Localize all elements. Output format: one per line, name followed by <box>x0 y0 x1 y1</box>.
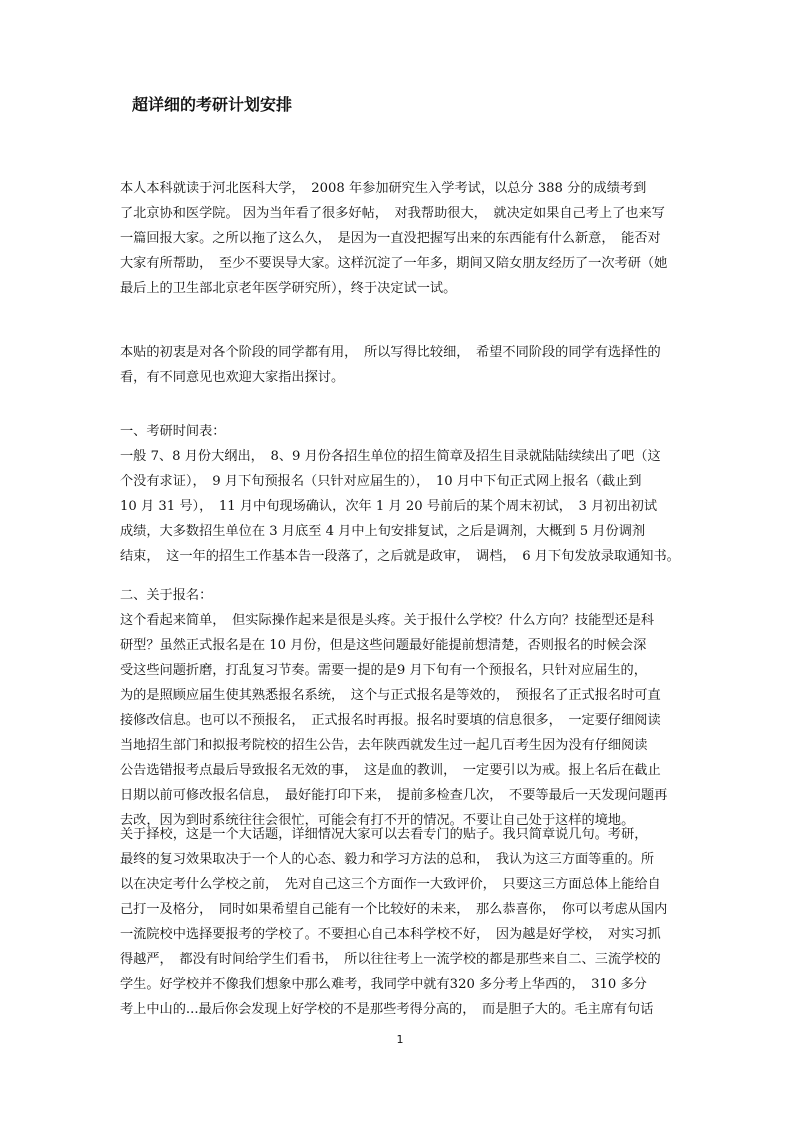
paragraph-purpose <box>120 340 690 390</box>
paragraph-line: 接修改信息。也可以不预报名， 正式报名时再报。报名时要填的信息很多， 一定要仔细阅读 <box>120 713 661 728</box>
paragraph-registration <box>120 583 690 833</box>
document-title: 超详细的考研计划安排 <box>132 95 293 114</box>
section-heading: 二、关于报名： <box>120 588 213 603</box>
paragraph-line: 为的是照顾应届生使其熟悉报名系统， 这个与正式报名是等效的， 预报名了正式报名时可直 <box>120 688 661 703</box>
page-number: 1 <box>396 1033 404 1046</box>
paragraph-line: 研型？虽然正式报名是在 10 月份，但是这些问题最好能提前想清楚，否则报名的时候会深 <box>120 638 647 653</box>
paragraph-line: 日期以前可修改报名信息， 最好能打印下来， 提前多检查几次， 不要等最后一天发现问题再 <box>120 788 668 803</box>
paragraph-line: 结束， 这一年的招生工作基本告一段落了，之后就是政审， 调档， 6 月下旬发放录取通知书。 <box>120 549 680 564</box>
paragraph-line: 学生。好学校并不像我们想象中那么难考，我同学中就有320 多分考上华西的， 310 多分 <box>120 977 647 992</box>
section-heading: 一、考研时间表： <box>120 424 226 439</box>
paragraph-line: 这个看起来简单， 但实际操作起来是很是头疼。关于报什么学校？什么方向？技能型还是科 <box>120 613 655 628</box>
section-heading-schedule <box>120 419 690 444</box>
paragraph-line: 本人本科就读于河北医科大学， 2008 年参加研究生入学考试，以总分 388 分的成绩考到 <box>120 181 647 196</box>
paragraph-line: 成绩，大多数招生单位在 3 月底至 4 月中上旬安排复试，之后是调剂，大概到 5 月份调剂 <box>120 524 646 539</box>
paragraph-school-choice <box>120 822 690 1022</box>
paragraph-line: 最后上的卫生部北京老年医学研究所），终于决定试一试。 <box>120 281 457 296</box>
paragraph-line: 考上中山的...最后你会发现上好学校的不是那些考得分高的， 而是胆子大的。毛主席有句话 <box>120 1002 654 1017</box>
paragraph-schedule <box>120 444 690 569</box>
paragraph-line: 本贴的初衷是对各个阶段的同学都有用， 所以写得比较细， 希望不同阶段的同学有选择性的 <box>120 345 661 360</box>
paragraph-line: 己打一及格分， 同时如果希望自己能有一个比较好的未来， 那么恭喜你， 你可以考虑从国内 <box>120 902 668 917</box>
paragraph-line: 一流院校中选择要报考的学校了。不要担心自己本科学校不好， 因为越是好学校， 对实习抓 <box>120 927 661 942</box>
paragraph-line: 10 月 31 号）， 11 月中旬现场确认，次年 1 月 20 号前后的某个周末初试， 3 月初出初试 <box>120 499 658 514</box>
paragraph-line: 得越严， 都没有时间给学生们看书， 所以往往考上一流学校的都是那些来自二、三流学校的 <box>120 952 661 967</box>
paragraph-line: 当地招生部门和拟报考院校的招生公告，去年陕西就发生过一起几百考生因为没有仔细阅读 <box>120 738 648 753</box>
paragraph-line: 看，有不同意见也欢迎大家指出探讨。 <box>120 370 345 385</box>
paragraph-line: 大家有所帮助， 至少不要误导大家。这样沉淀了一年多，期间又陪女朋友经历了一次考研（她 <box>120 256 668 271</box>
paragraph-line: 最终的复习效果取决于一个人的心态、毅力和学习方法的总和， 我认为这三方面等重的。所 <box>120 852 655 867</box>
paragraph-line: 一篇回报大家。之所以拖了这么久， 是因为一直没把握写出来的东西能有什么新意， 能否对 <box>120 231 661 246</box>
paragraph-line: 一般 7、8 月份大纲出， 8、9 月份各招生单位的招生简章及招生目录就陆陆续续出了吧（这 <box>120 449 661 464</box>
paragraph-line: 了北京协和医学院。 因为当年看了很多好帖， 对我帮助很大， 就决定如果自己考上了也来写 <box>120 206 665 221</box>
paragraph-line: 受这些问题折磨，打乱复习节奏。需要一提的是9 月下旬有一个预报名，只针对应届生的， <box>120 663 647 678</box>
paragraph-line: 个没有求证）， 9 月下旬预报名（只针对应届生的）， 10 月中下旬正式网上报名（截止到 <box>120 474 642 489</box>
paragraph-line: 去改，因为到时系统往往会很忙，可能会有打不开的情况。不要让自己处于这样的境地。 <box>120 813 635 828</box>
paragraph-line: 公告选错报考点最后导致报名无效的事， 这是血的教训， 一定要引以为戒。报上名后在截止 <box>120 763 661 778</box>
paragraph-intro <box>120 176 690 301</box>
paragraph-line: 以在决定考什么学校之前， 先对自己这三个方面作一大致评价， 只要这三方面总体上能给自 <box>120 877 661 892</box>
paragraph-line: 关于择校，这是一个大话题，详细情况大家可以去看专门的贴子。我只简章说几句。考研， <box>120 827 648 842</box>
